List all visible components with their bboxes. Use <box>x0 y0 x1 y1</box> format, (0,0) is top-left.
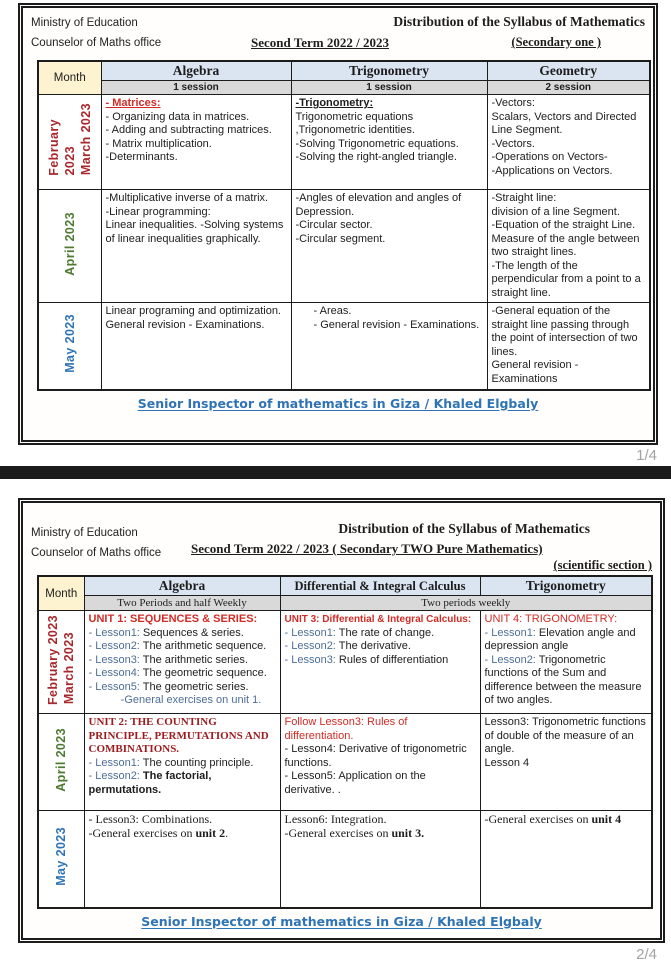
month-label: February 2023 <box>46 614 61 705</box>
month-label: May 2023 <box>62 313 77 373</box>
syllabus-line: -Circular segment. <box>295 232 386 245</box>
syllabus-line: -General exercises on unit 2. <box>88 825 229 840</box>
org-line-2: Counselor of Maths office <box>31 37 162 49</box>
syllabus-line: - Lesson4: The geometric sequence. <box>88 667 267 679</box>
syllabus-line: -Linear programming: <box>105 205 211 218</box>
syllabus-line: - Lesson1: Sequences & series. <box>88 626 244 639</box>
syllabus-line: UNIT 1: SEQUENCES & SERIES: <box>88 613 258 625</box>
month-label: March 2023 <box>62 632 77 705</box>
column-header-algebra: Algebra <box>101 61 291 81</box>
syllabus-cell <box>84 714 280 811</box>
column-header-geometry: Geometry <box>487 61 650 81</box>
org-line-1: Ministry of Education <box>31 17 138 29</box>
syllabus-line: - Adding and subtracting matrices. <box>105 124 272 136</box>
month-cell <box>38 303 101 390</box>
syllabus-line: General revision - Examinations <box>491 359 579 385</box>
syllabus-line: - Lesson3: The arithmetic series. <box>88 653 248 666</box>
table-row <box>38 714 652 811</box>
syllabus-line: - Lesson3: Rules of differentiation <box>284 653 449 666</box>
syllabus-line: -General exercises on unit 1. <box>120 694 262 706</box>
syllabus-table-1 <box>37 60 651 391</box>
syllabus-line: -General equation of the straight line passing through the point of intersection of two lines. <box>491 305 638 358</box>
syllabus-cell <box>480 811 652 908</box>
syllabus-line: -Angles of elevation and angles of Depression. <box>295 192 462 218</box>
syllabus-line: ,Trigonometric identities. <box>295 124 415 136</box>
syllabus-cell <box>84 611 280 714</box>
syllabus-line: - Lesson3: Combinations. <box>88 812 213 826</box>
periods-header: Two Periods and half Weekly <box>84 596 280 611</box>
table-row <box>38 95 650 190</box>
month-column-header: Month <box>38 576 84 611</box>
syllabus-line: Lesson3: Trigonometric functions of double of the measure of an angle. <box>484 716 646 755</box>
table-row <box>38 811 652 908</box>
syllabus-line: -Straight line: <box>491 192 557 204</box>
month-cell <box>38 811 84 908</box>
syllabus-cell <box>291 303 487 390</box>
syllabus-line: Measure of the angle between two straight lines. <box>491 232 640 258</box>
syllabus-line: - Lesson4: Derivative of trigonometric functions. <box>284 743 467 769</box>
syllabus-line: - Matrices: <box>105 97 161 109</box>
syllabus-line: - Lesson2: The derivative. <box>284 640 411 652</box>
month-cell <box>38 714 84 811</box>
month-cell <box>38 95 101 190</box>
syllabus-cell <box>280 714 480 811</box>
syllabus-line: - Organizing data in matrices. <box>105 110 250 123</box>
syllabus-line: - Lesson1: The rate of change. <box>284 626 435 639</box>
term-label: Second Term 2022 / 2023 <box>251 35 389 50</box>
column-header-algebra: Algebra <box>84 576 280 596</box>
month-label: May 2023 <box>54 826 69 886</box>
syllabus-cell <box>84 811 280 908</box>
org-line-2: Counselor of Maths office <box>31 547 162 559</box>
syllabus-line: UNIT 4: TRIGONOMETRY: <box>484 613 618 625</box>
syllabus-cell <box>487 95 650 190</box>
syllabus-line: -Solving the right-angled triangle. <box>295 151 457 163</box>
syllabus-line: UNIT 2: THE COUNTING PRINCIPLE, PERMUTATIONS AND COMBINATIONS. <box>88 716 269 755</box>
session-header: 2 session <box>487 81 650 95</box>
page2-header <box>23 503 660 575</box>
syllabus-line: - Lesson1: The counting principle. <box>88 756 254 769</box>
column-header-trigonometry: Trigonometry <box>480 576 652 596</box>
syllabus-line: -Operations on Vectors- <box>491 151 608 163</box>
column-header-calculus: Differential & Integral Calculus <box>280 576 480 596</box>
page-number-1: 1/4 <box>636 447 657 464</box>
syllabus-line: - Lesson2: The arithmetic sequence. <box>88 640 267 652</box>
syllabus-line: Follow Lesson3: Rules of differentiation. <box>284 716 408 742</box>
syllabus-line: -Applications on Vectors. <box>491 164 613 177</box>
syllabus-cell <box>101 190 291 303</box>
column-header-trigonometry: Trigonometry <box>291 61 487 81</box>
syllabus-cell <box>280 811 480 908</box>
syllabus-cell <box>480 611 652 714</box>
page-number-2: 2/4 <box>636 946 657 960</box>
session-header: 1 session <box>101 81 291 95</box>
syllabus-cell <box>291 190 487 303</box>
syllabus-line: - Areas. <box>313 305 352 317</box>
page-title: Distribution of the Syllabus of Mathematics <box>393 14 645 29</box>
syllabus-line: Lesson 4 <box>484 756 530 769</box>
term-label: Second Term 2022 / 2023 ( Secondary TWO Pure Mathematics) <box>191 541 543 556</box>
syllabus-line: -Solving Trigonometric equations. <box>295 137 459 150</box>
month-cell <box>38 611 84 714</box>
syllabus-line: -Trigonometry: <box>295 97 374 109</box>
syllabus-line: - General revision - Examinations. <box>313 318 480 331</box>
syllabus-cell <box>487 303 650 390</box>
syllabus-line: division of a line Segment. <box>491 205 620 218</box>
syllabus-line: - Lesson1: Elevation angle and depression angle <box>484 626 636 652</box>
syllabus-cell <box>101 95 291 190</box>
periods-header: Two periods weekly <box>280 596 652 611</box>
signature-line: Senior Inspector of mathematics in Giza / Khaled Elgbaly <box>141 913 542 929</box>
month-label: February <box>46 118 61 176</box>
syllabus-line: -The length of the perpendicular from a point to a straight line. <box>491 259 641 299</box>
syllabus-line: Linear inequalities. -Solving systems of linear inequalities graphically. <box>105 219 284 245</box>
syllabus-line: - Lesson5: Application on the derivative. . <box>284 770 426 796</box>
table-row <box>38 190 650 303</box>
month-column-header: Month <box>38 61 101 95</box>
month-cell <box>38 190 101 303</box>
syllabus-cell <box>101 303 291 390</box>
syllabus-line: General revision - Examinations. <box>105 318 265 331</box>
syllabus-cell <box>487 190 650 303</box>
syllabus-line: UNIT 3: Differential & Integral Calculus: <box>284 614 472 625</box>
syllabus-cell <box>291 95 487 190</box>
syllabus-table-2 <box>37 575 653 909</box>
page-title: Distribution of the Syllabus of Mathematics <box>338 521 590 536</box>
page-2 <box>18 498 665 943</box>
syllabus-line: Linear programing and optimization. <box>105 305 281 317</box>
syllabus-line: - Lesson2: The factorial, permutations. <box>88 770 212 796</box>
syllabus-line: - Lesson2: Trigonometric functions of the Sum and difference between the measure of two angles. <box>484 653 642 706</box>
page-1 <box>18 3 658 445</box>
syllabus-line: -General exercises on unit 3. <box>284 825 425 840</box>
syllabus-line: -Equation of the straight Line. <box>491 219 636 231</box>
syllabus-line: -Circular sector. <box>295 219 373 231</box>
syllabus-cell <box>280 611 480 714</box>
table-row <box>38 611 652 714</box>
page1-header <box>23 8 653 60</box>
section-label: (scientific section ) <box>553 558 652 572</box>
syllabus-line: -Vectors. <box>491 137 535 150</box>
month-label: March 2023 <box>78 103 93 176</box>
syllabus-line: -Determinants. <box>105 151 178 163</box>
syllabus-line: - Lesson5: The geometric series. <box>88 680 249 693</box>
syllabus-line: Trigonometric equations <box>295 110 414 123</box>
syllabus-line: -Vectors: <box>491 97 535 109</box>
month-label: 2023 <box>62 146 77 176</box>
signature-line: Senior Inspector of mathematics in Giza / Khaled Elgbaly <box>137 395 539 411</box>
session-header: 1 session <box>291 81 487 95</box>
syllabus-line: - Matrix multiplication. <box>105 137 212 150</box>
syllabus-cell <box>480 714 652 811</box>
syllabus-line: -General exercises on unit 4 <box>484 812 622 826</box>
section-label: (Secondary one ) <box>511 35 601 49</box>
org-line-1: Ministry of Education <box>31 527 138 539</box>
syllabus-line: Scalars, Vectors and Directed Line Segment. <box>491 110 637 136</box>
month-label: April 2023 <box>62 211 77 276</box>
table-row <box>38 303 650 390</box>
page-separator-bar <box>0 466 671 479</box>
syllabus-line: Lesson6: Integration. <box>284 812 387 826</box>
month-label: April 2023 <box>54 727 69 792</box>
syllabus-line: -Multiplicative inverse of a matrix. <box>105 192 269 204</box>
